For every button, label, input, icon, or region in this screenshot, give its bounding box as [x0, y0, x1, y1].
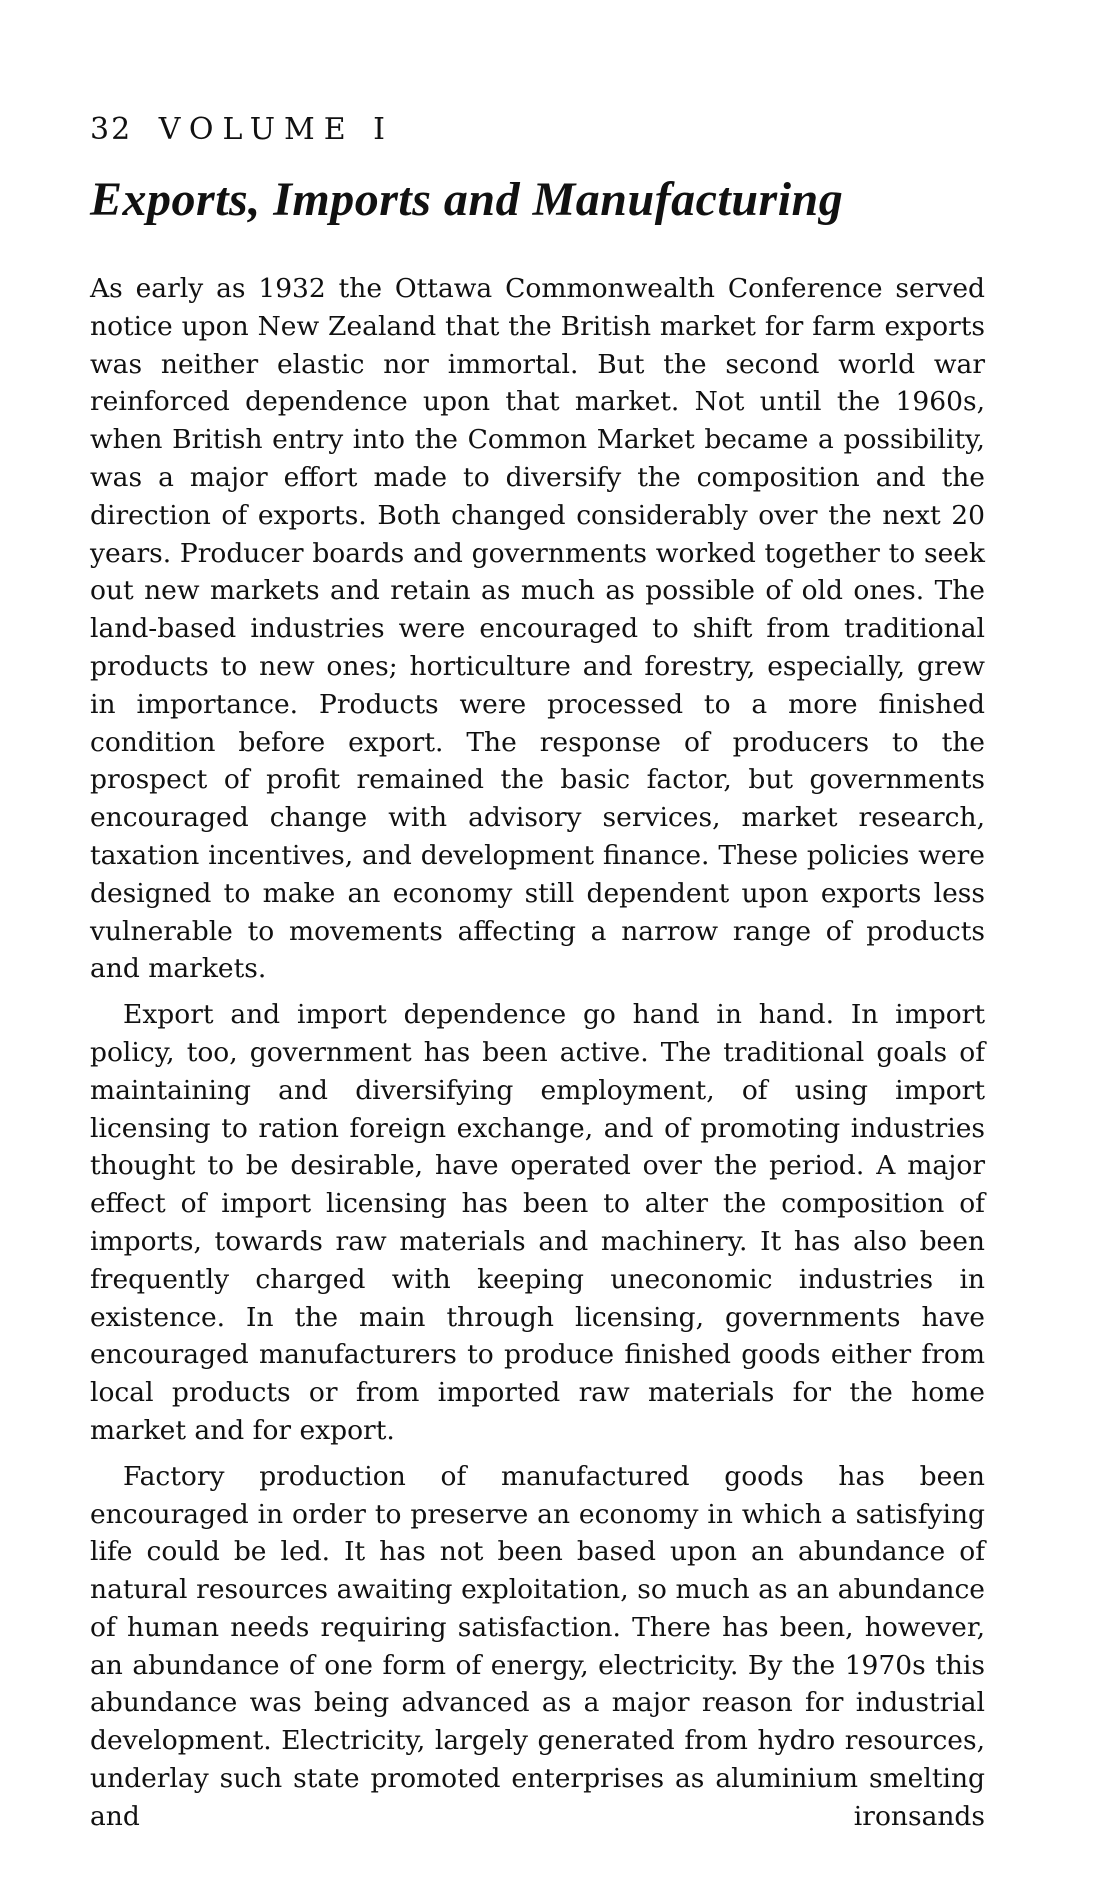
page-number: 32: [90, 112, 133, 147]
volume-label: VOLUME I: [158, 112, 395, 147]
running-head: [90, 110, 985, 150]
section-title: Exports, Imports and Manufacturing: [90, 173, 844, 226]
book-page: [90, 110, 985, 1836]
paragraph-imports: Export and import dependence go hand in hand. In import policy, too, government has been active. The traditional goals of maintaining and diversifying employment, of using import licensing to ration foreign exchange, and of promoting industries thought to be desirable, have operated over the period. A major effect of import licensing has been to alter the composition of imports, towards raw materials and machinery. It has also been frequently charged with keeping uneconomic industries in existence. In the main through licensing, governments have encouraged manufacturers to produce finished goods either from local products or from imported raw materials for the home market and for export.: [90, 999, 985, 1446]
paragraph-exports: As early as 1932 the Ottawa Commonwealth Conference served notice upon New Zealand that the British market for farm exports was neither elastic nor immortal. But the second world war reinforced dependence upon that market. Not until the 1960s, when British entry into the Common Market became a possibility, was a major effort made to diversify the composition and the direction of exports. Both changed considerably over the next 20 years. Producer boards and governments worked together to seek out new markets and retain as much as possible of old ones. The land-based industries were encouraged to shift from traditional products to new ones; horticulture and forestry, especially, grew in importance. Products were processed to a more finished condition before export. The response of producers to the prospect of profit remained the basic factor, but governments encouraged change with advisory services, market research, taxation incentives, and development finance. These policies were designed to make an economy still dependent upon exports less vulnerable to movements affecting a narrow range of products and markets.: [90, 273, 985, 985]
paragraph-manufacturing: Factory production of manufactured goods has been encouraged in order to preserve an economy in which a satisfying life could be led. It has not been based upon an abundance of natural resources awaiting exploitation, so much as an abundance of human needs requiring satisfaction. There has been, however, an abundance of one form of energy, electricity. By the 1970s this abundance was being advanced as a major reason for industrial development. Electricity, largely generated from hydro resources, underlay such state promoted enterprises as aluminium smelting and ironsands: [90, 1460, 985, 1832]
